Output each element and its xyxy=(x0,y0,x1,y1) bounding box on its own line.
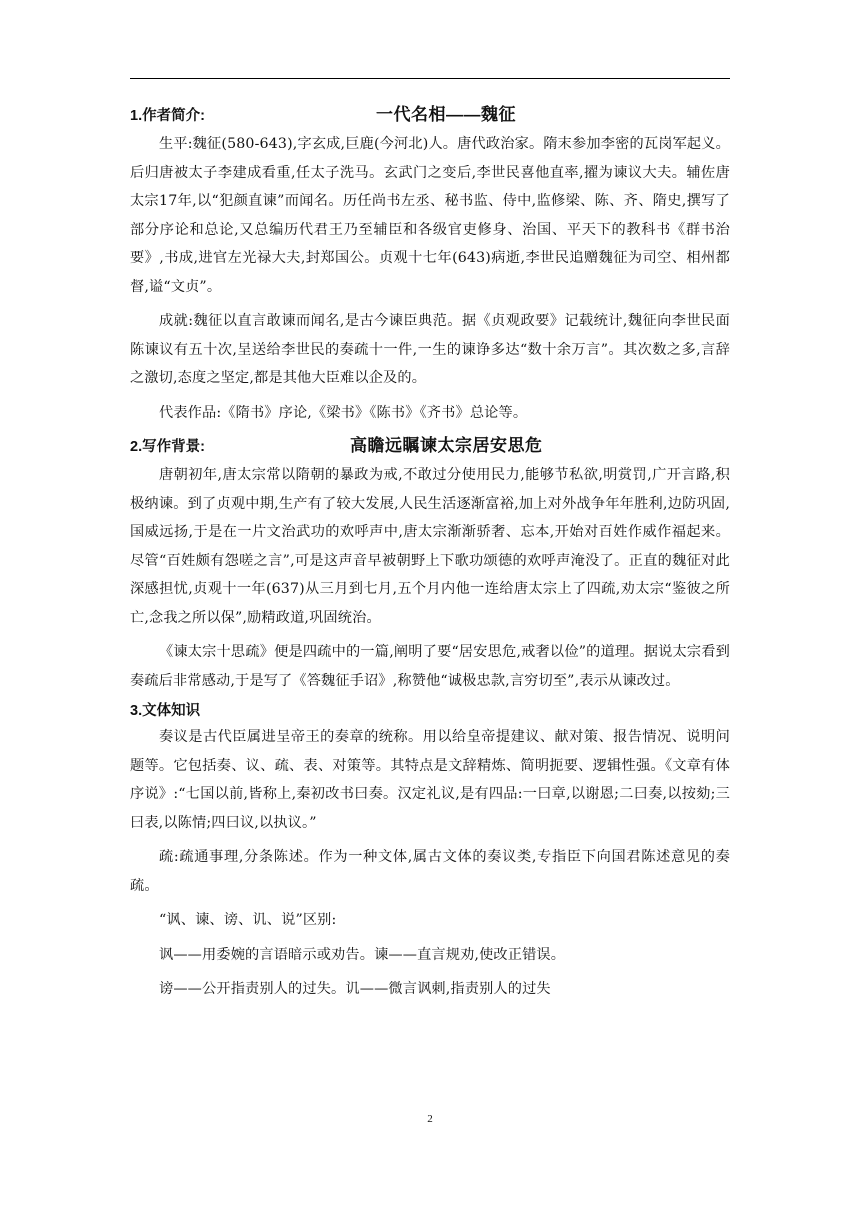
section-2-title: 高瞻远瞩谏太宗居安思危 xyxy=(350,436,543,455)
works-paragraph: 代表作品:《隋书》序论,《梁书》《陈书》《齐书》总论等。 xyxy=(159,404,528,421)
genre-paragraph: 奏议是古代臣属进呈帝王的奏章的统称。用以给皇帝提建议、献对策、报告情况、说明问题等。它包括奏、议、疏、表、对策等。其特点是文辞精炼、简明扼要、逻辑性强。《文章有体序说》:“七国以前,皆称上,秦初改书曰奏。汉定礼议,是有四品:一曰章,以谢恩;二曰奏,以按劾;三曰表,以陈情;四曰议,以执议。” xyxy=(130,729,730,831)
essay-paragraph: 《谏太宗十思疏》便是四疏中的一篇,阐明了要“居安思危,戒奢以俭”的道理。据说太宗看到奏疏后非常感动,于是写了《答魏征手诏》,称赞他“诚极忠款,言穷切至”,表示从谏改过。 xyxy=(130,644,730,689)
page-number: 2 xyxy=(427,1113,433,1125)
achievement-paragraph: 成就:魏征以直言敢谏而闻名,是古今谏臣典范。据《贞观政要》记载统计,魏征向李世民面陈谏议有五十次,呈送给李世民的奏疏十一件,一生的谏诤多达“数十余万言”。其次数之多,言辞之激切,态度之坚定,都是其他大臣难以企及的。 xyxy=(130,313,730,386)
shu-paragraph: 疏:疏通事理,分条陈述。作为一种文体,属古文体的奏议类,专指臣下向国君陈述意见的奏疏。 xyxy=(130,849,730,894)
biography-paragraph: 生平:魏征(580-643),字玄成,巨鹿(今河北)人。唐代政治家。隋末参加李密的瓦岗军起义。后归唐被太子李建成看重,任太子洗马。玄武门之变后,李世民喜他直率,擢为谏议大夫。辅佐唐太宗17年,以“犯颜直谏”而闻名。历任尚书左丞、秘书监、侍中,监修梁、陈、齐、隋史,撰写了部分序论和总论,又总编历代君王乃至辅臣和各级官吏修身、治国、平天下的教科书《群书治要》,书成,进官左光禄大夫,封郑国公。贞观十七年(643)病逝,李世民追赠魏征为司空、相州都督,谥“文贞”。 xyxy=(130,136,730,295)
distinction-heading: “讽、谏、谤、讥、说”区别: xyxy=(159,912,337,928)
section-2-label: 2.写作背景: xyxy=(130,439,205,455)
background-paragraph: 唐朝初年,唐太宗常以隋朝的暴政为戒,不敢过分使用民力,能够节私欲,明赏罚,广开言路,积极纳谏。到了贞观中期,生产有了较大发展,人民生活逐渐富裕,加上对外战争年年胜利,边防巩固,国威远扬,于是在一片文治武功的欢呼声中,唐太宗渐渐骄奢、忘本,开始对百姓作威作福起来。尽管“百姓颇有怨嗟之言”,可是这声音早被朝野上下歌功颂德的欢呼声淹没了。正直的魏征对此深感担忧,贞观十一年(637)从三月到七月,五个月内他一连给唐太宗上了四疏,劝太宗“鉴彼之所亡,念我之所以保”,励精政道,巩固统治。 xyxy=(130,467,730,626)
section-3-heading xyxy=(130,695,730,723)
document-body xyxy=(130,96,730,1004)
section-1-title: 一代名相——魏征 xyxy=(376,105,516,124)
section-3-label: 3.文体知识 xyxy=(130,703,201,719)
section-1-label: 1.作者简介: xyxy=(130,108,205,124)
header-rule xyxy=(130,78,730,79)
section-1-heading xyxy=(130,96,730,130)
definition-line-1: 讽——用委婉的言语暗示或劝告。谏——直言规劝,使改正错误。 xyxy=(159,946,566,963)
section-2-heading xyxy=(130,427,730,461)
definition-line-2: 谤——公开指责别人的过失。讥——微言讽刺,指责别人的过失 xyxy=(159,981,551,997)
